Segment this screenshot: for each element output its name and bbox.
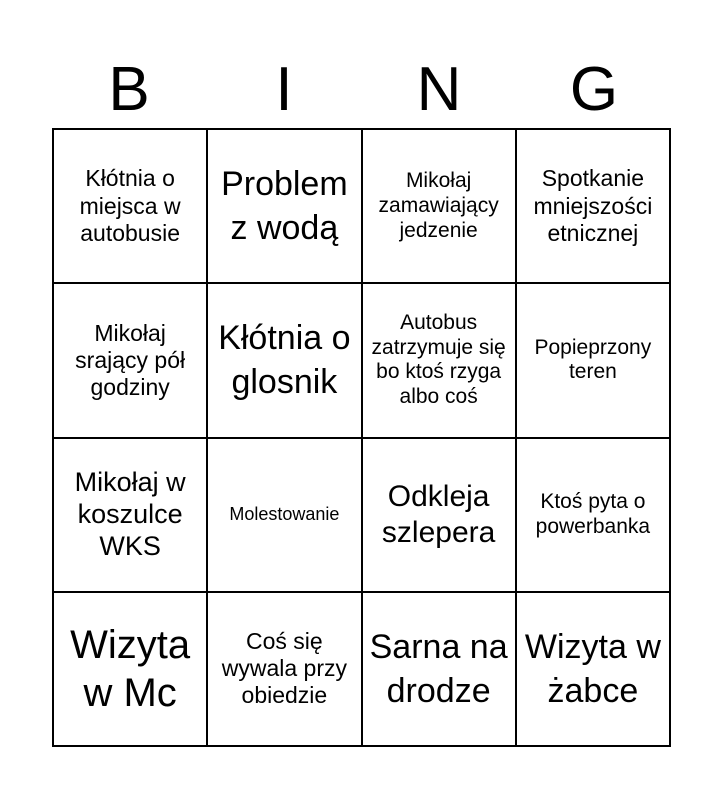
bingo-cell[interactable]: Wizyta w żabce [517, 593, 671, 747]
bingo-card [52, 128, 671, 747]
bingo-cell[interactable]: Spotkanie mniejszości etnicznej [517, 130, 671, 284]
bingo-cell[interactable]: Coś się wywala przy obiedzie [208, 593, 362, 747]
bingo-cell[interactable]: Autobus zatrzymuje się bo ktoś rzyga albo coś [363, 284, 517, 438]
bingo-cell[interactable]: Mikołaj srający pół godziny [54, 284, 208, 438]
bingo-cell[interactable]: Molestowanie [208, 439, 362, 593]
bingo-cell[interactable]: Mikołaj w koszulce WKS [54, 439, 208, 593]
bingo-header [52, 52, 671, 128]
bingo-cell[interactable]: Ktoś pyta o powerbanka [517, 439, 671, 593]
header-letter-b: B [108, 55, 150, 124]
bingo-cell[interactable]: Problem z wodą [208, 130, 362, 284]
bingo-cell[interactable]: Kłótnia o miejsca w autobusie [54, 130, 208, 284]
header-letter-i: I [275, 55, 293, 124]
bingo-cell[interactable]: Kłótnia o glosnik [208, 284, 362, 438]
bingo-cell[interactable]: Popieprzony teren [517, 284, 671, 438]
bingo-cell[interactable]: Sarna na drodze [363, 593, 517, 747]
header-letter-g: G [569, 55, 619, 124]
bingo-cell[interactable]: Odkleja szlepera [363, 439, 517, 593]
bingo-cell[interactable]: Wizyta w Mc [54, 593, 208, 747]
header-letter-n: N [416, 55, 462, 124]
bingo-cell[interactable]: Mikołaj zamawiający jedzenie [363, 130, 517, 284]
